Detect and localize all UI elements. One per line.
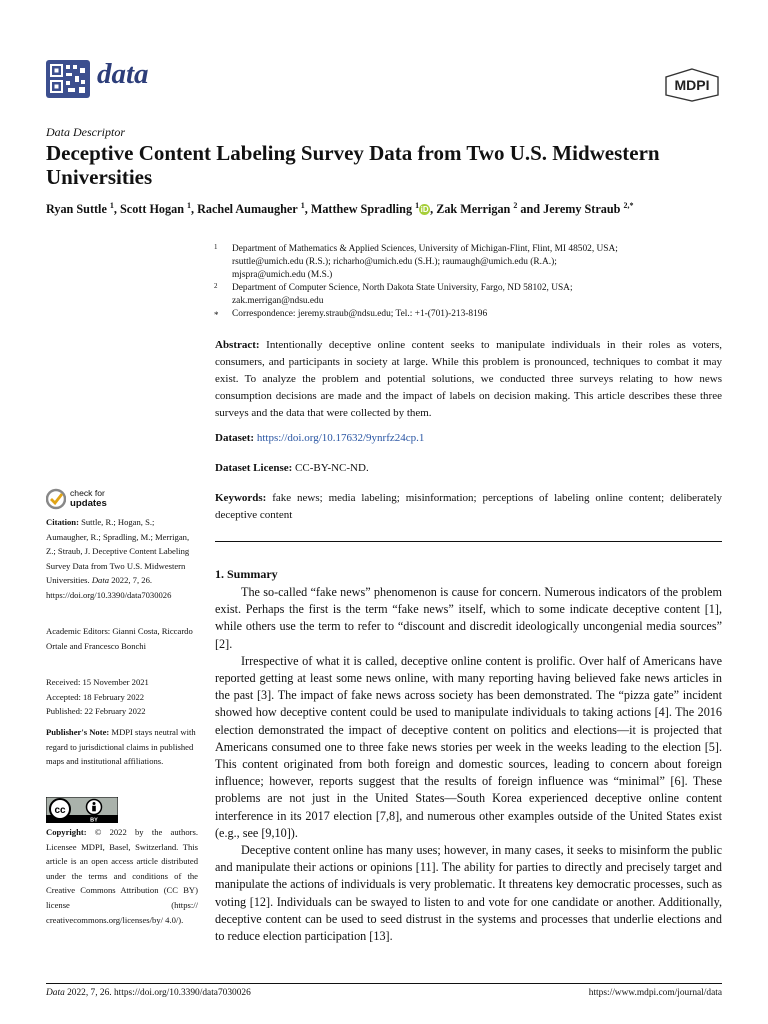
- paragraph: Irrespective of what it is called, deceptive online content is prolific. Over half of Americans have reported getting at least some news online, with many reporting having believed fake news articles in the past [3]. The impact of fake news across society has been demonstrated. The “pizza gate” incident showed how deceptive content could be used to manipulate individuals to taking actions [4]. The 2016 election demonstrated the impact of deceptive content on politics and elections—it is projected that Americans consumed one to three fake news stories per week in the weeks leading to the election [5]. This content originated from both foreign and domestic sources, leading to concern about foreign influence; however, reports suggest that the results of foreign influence was “minimal” [6]. These problems are not just in the United States—South Korea experienced deceptive online content interference in its 2017 election [7,8], and numerous other examples outside of the United States exist (e.g., see [9,10]).: [215, 653, 722, 840]
- orcid-icon[interactable]: iD: [420, 205, 429, 215]
- accepted-date: Accepted: 18 February 2022: [46, 691, 145, 702]
- affil-mark: 2: [214, 282, 218, 290]
- author-name[interactable]: Zak Merrigan: [436, 202, 511, 217]
- journal-name[interactable]: data: [97, 58, 149, 90]
- author-name[interactable]: Rachel Aumaugher: [197, 202, 298, 217]
- author-affil-mark: 1: [187, 201, 192, 210]
- check-for-updates-icon[interactable]: [46, 488, 66, 510]
- dataset-label: Dataset:: [215, 432, 255, 444]
- copyright-label: Copyright:: [46, 827, 87, 837]
- citation-block: [46, 515, 198, 603]
- note-text: MDPI stays neutral with regard to jurisdictional claims in published maps and institutional affiliations.: [46, 727, 196, 767]
- dataset-link[interactable]: https://doi.org/10.17632/9ynrfz24cp.1: [256, 432, 425, 444]
- abstract-text: Intentionally deceptive online content seeks to manipulate individuals in their roles as voters, consumers, and participants in society at large. While this problem is pronounced, techniques to combat it may exist. To analyze the problem and potential solutions, we conducted three surveys relating to how news consumption decisions are made and the impact of labels on decision making. This article describes these three surveys and the data that were collected by them.: [215, 339, 723, 419]
- abstract: [215, 337, 722, 422]
- updates-label: updates: [70, 497, 107, 509]
- copyright-block: [46, 825, 198, 927]
- mdpi-logo[interactable]: [662, 68, 722, 102]
- svg-text:cc: cc: [54, 805, 66, 816]
- note-label: Publisher's Note:: [46, 727, 110, 737]
- dataset-line: [215, 430, 722, 447]
- published-date: Published: 22 February 2022: [46, 706, 146, 717]
- cc-by-icon: [46, 797, 118, 823]
- footer-citation: [46, 988, 251, 998]
- affiliation-2: [214, 282, 724, 310]
- affil-mark: *: [214, 310, 219, 320]
- footer-doi[interactable]: 2022, 7, 26. https://doi.org/10.3390/data7030026: [67, 988, 251, 998]
- citation-text: Suttle, R.; Hogan, S.; Aumaugher, R.; Spradling, M.; Merrigan, Z.; Straub, J. Deceptive Content Labeling Survey Data from Two U.S. Midwestern Universities.: [46, 517, 190, 586]
- affiliation-1: [214, 243, 724, 283]
- author-affil-mark: 1: [300, 201, 305, 210]
- author-list: Ryan Suttle $^1$, Scott Hogan $^1$, Rachel Aumaugher $^1$, Matthew Spradling $^1$ iD , Zak Merrigan $^2$ and Jeremy Straub $^{2,*}$: [46, 201, 634, 217]
- check-for-label: check for: [70, 488, 105, 498]
- divider: [215, 541, 722, 542]
- footer-journal: Data: [46, 988, 65, 998]
- author-name[interactable]: Ryan Suttle: [46, 202, 107, 217]
- affil-line[interactable]: Correspondence: jeremy.straub@ndsu.edu; Tel.: +1-(701)-213-8196: [232, 309, 488, 319]
- author-affil-mark: 1: [415, 201, 420, 210]
- paragraph: Deceptive content online has many uses; however, in many cases, it seeks to misinform the public and manipulate their actions or opinions [11]. The ability for parties to directly and precisely target and manipulate the actions of individuals is very problematic. It threatens key democratic processes, such as voting [12]. Individuals can be swayed to listen to and vote for one candidate or another. Additionally, deceptive content can be used to seed distrust in the systems and processes that underlie elections and to reduce election participation [13].: [215, 843, 722, 944]
- journal-logo-icon: [46, 60, 90, 98]
- copyright-text: © 2022 by the authors. Licensee MDPI, Basel, Switzerland. This article is an open access article distributed under the terms and conditions of the Creative Commons Attribution (CC BY) license (https:// creativecommons.org/licenses/by/ 4.0/).: [46, 827, 198, 925]
- keywords-text: fake news; media labeling; misinformation; perceptions of labeling online content; deliberately deceptive content: [215, 492, 723, 521]
- affil-line: Department of Computer Science, North Dakota State University, Fargo, ND 58102, USA;: [232, 283, 573, 293]
- license-value: CC-BY-NC-ND.: [295, 462, 369, 474]
- correspondence: [214, 308, 724, 322]
- citation-journal: Data: [91, 575, 110, 586]
- license-line: [215, 460, 722, 477]
- footer-url[interactable]: https://www.mdpi.com/journal/data: [588, 988, 722, 998]
- affil-line: Department of Mathematics & Applied Sciences, University of Michigan-Flint, Flint, MI 48502, USA;: [232, 244, 618, 254]
- section-body: [215, 584, 722, 945]
- section-heading: 1. Summary: [215, 567, 278, 581]
- author-name[interactable]: Jeremy Straub: [543, 202, 621, 217]
- author-affil-mark: 1: [109, 201, 114, 210]
- affil-mark: 1: [214, 243, 218, 251]
- footer-divider: [46, 983, 722, 984]
- keywords: [215, 490, 722, 524]
- editors-text: Academic Editors: Gianni Costa, Riccardo Ortale and Francesco Bonchi: [46, 626, 193, 651]
- page-title: Deceptive Content Labeling Survey Data from Two U.S. Midwestern Universities: [46, 141, 660, 189]
- publisher-name: MDPI: [674, 77, 710, 93]
- license-label: Dataset License:: [215, 462, 293, 474]
- check-updates-text[interactable]: [70, 489, 107, 508]
- keywords-label: Keywords:: [215, 492, 267, 504]
- author-affil-mark: 2: [513, 201, 518, 210]
- citation-doi[interactable]: 2022, 7, 26. https://doi.org/10.3390/data7030026: [46, 575, 172, 600]
- affil-line[interactable]: mjspra@umich.edu (M.S.): [232, 270, 333, 280]
- paragraph: The so-called “fake news” phenomenon is cause for concern. Numerous indicators of the problem exist. Perhaps the first is the term “fake news” itself, which to some indicate deceptive content [1], while others use the term to refer to “discount and discredit ideologically uncongenial media sources” [2].: [215, 585, 722, 651]
- citation-label: Citation:: [46, 517, 79, 527]
- author-name[interactable]: Matthew Spradling: [310, 202, 413, 217]
- cc-by-badge[interactable]: [46, 797, 118, 823]
- abstract-label: Abstract:: [215, 339, 260, 351]
- affil-line[interactable]: rsuttle@umich.edu (R.S.); richarho@umich.edu (S.H.); raumaugh@umich.edu (R.A.);: [232, 257, 557, 267]
- author-name[interactable]: Scott Hogan: [120, 202, 184, 217]
- svg-text:BY: BY: [90, 817, 98, 823]
- affil-line[interactable]: zak.merrigan@ndsu.edu: [232, 296, 324, 306]
- received-date: Received: 15 November 2021: [46, 677, 149, 687]
- dates-block: [46, 675, 198, 719]
- academic-editors: [46, 624, 198, 653]
- article-type: Data Descriptor: [46, 125, 125, 139]
- publishers-note: [46, 725, 198, 769]
- author-affil-mark: 2,*: [623, 201, 634, 210]
